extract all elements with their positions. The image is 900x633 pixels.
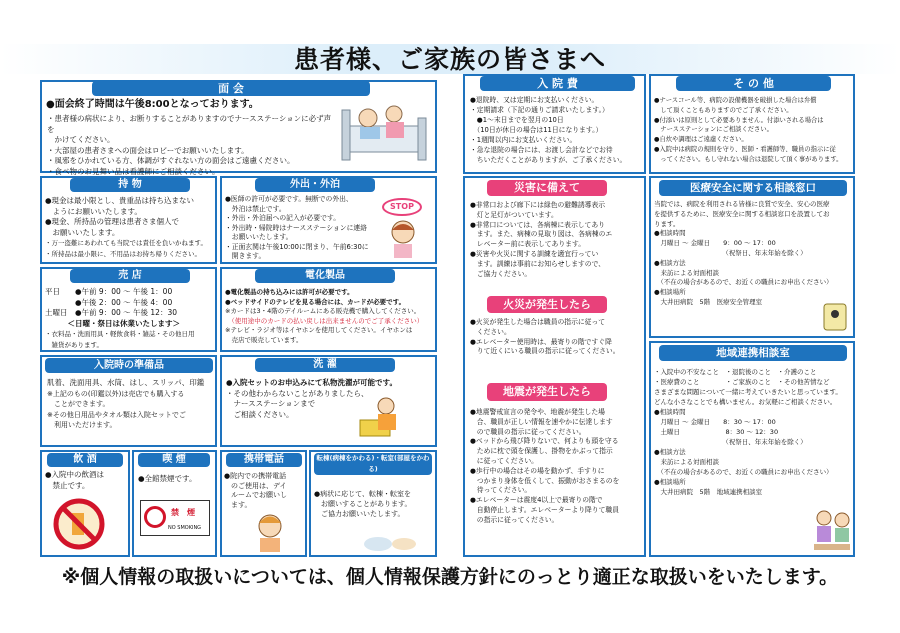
visiting-line: かけてください。 bbox=[47, 135, 115, 144]
safety-illustration bbox=[818, 300, 852, 334]
shop-line: ＜日曜・祭日は休業いたします＞ bbox=[45, 318, 180, 328]
visiting-line: ・患者様の病状により、お断りすることがありますのでナースステーションに必ず声を bbox=[47, 114, 332, 134]
liaison-lines bbox=[654, 367, 854, 497]
stop-sign: STOP bbox=[382, 198, 422, 216]
belongings-line: ようにお願いいたします。 bbox=[45, 206, 142, 216]
safety-line: ●相談場所 bbox=[654, 288, 686, 297]
quake-line: 待ってください。 bbox=[470, 486, 532, 495]
liaison-line: （不在の場合があるので、お近くの職員にお申出ください） bbox=[654, 468, 833, 476]
transfer-lines bbox=[314, 489, 436, 519]
quake-line: の指示に従ってください。 bbox=[470, 515, 559, 524]
transfer-line: ご協力お願いいたします。 bbox=[314, 510, 405, 518]
fees-line: （10日が休日の場合は11日になります。） bbox=[470, 126, 603, 134]
fees-line: ・定期請求（下記の通りご請求いたします。） bbox=[470, 106, 609, 114]
electric-line: ※テレビ・ラジオ等はイヤホンを使用してください。イヤホンは bbox=[225, 326, 413, 334]
disaster-line: ご協力ください。 bbox=[470, 269, 532, 278]
other-line: して頂くこともありますのでご了承ください。 bbox=[654, 106, 793, 114]
belongings-lines bbox=[45, 196, 215, 259]
laundry-heading: 洗 濯 bbox=[255, 358, 395, 372]
outing-line: ・正面玄関は午後10:00に閉まり、午前6:30に bbox=[225, 242, 369, 251]
prep-lines bbox=[47, 378, 215, 431]
other-heading: そ の 他 bbox=[676, 76, 831, 91]
transfer-line: お願いすることがあります。 bbox=[314, 500, 412, 508]
other-line: ●ナースコール等、病院の設備機器を破損した場合は弁償 bbox=[654, 97, 817, 104]
visiting-lines bbox=[47, 114, 337, 177]
page-title: 患者様、ご家族の皆さまへ bbox=[293, 45, 606, 74]
disaster-heading: 災害に備えて bbox=[487, 180, 607, 196]
drinking-lines bbox=[45, 470, 130, 491]
quake-line: ●歩行中の場合はその場を動かず、手すりに bbox=[470, 466, 605, 475]
visiting-illustration bbox=[338, 96, 433, 170]
fire-line: ●火災が発生した場合は職員の指示に従って bbox=[470, 318, 606, 326]
liaison-line: 月曜日 ～ 金曜日 8：30 ～ 17：00 bbox=[654, 418, 776, 426]
drinking-line: ●入院中の飲酒は bbox=[45, 470, 105, 479]
fire-line: りて近くにいる職員の指示に従ってください。 bbox=[470, 347, 620, 356]
fees-line: ●退院時、又は定期にお支払いください。 bbox=[470, 96, 599, 104]
shop-line: 平日 ●午前 9：00 ～ 午後 1：00 bbox=[45, 287, 173, 296]
disaster-line: 灯と足灯がついています。 bbox=[470, 210, 558, 219]
fees-heading: 入 院 費 bbox=[480, 76, 635, 91]
safety-line: 大井田病院 5階 医療安全管理室 bbox=[654, 297, 763, 306]
quake-line: に従ってください。 bbox=[470, 456, 538, 465]
electric-line: ●ベッドサイドのテレビを見る場合には、カードが必要です。 bbox=[225, 297, 406, 306]
belongings-heading: 持 物 bbox=[70, 178, 190, 192]
transfer-illustration bbox=[360, 530, 420, 554]
safety-line: ります。 bbox=[654, 219, 680, 228]
fire-lines bbox=[470, 318, 645, 357]
quake-line: ので職員の指示に従ってください。 bbox=[470, 427, 586, 436]
electric-lines bbox=[225, 288, 435, 345]
phone-lines bbox=[224, 472, 306, 510]
prep-line: ※上記のもの(印鑑以外)は売店でも購入する bbox=[47, 389, 185, 398]
belongings-line: お願いいたします。 bbox=[45, 227, 120, 237]
shop-line: 土曜日 ●午前 9：00 ～ 午後 12：30 bbox=[45, 308, 177, 317]
prep-line: 肌着、洗面用具、水筒、はし、スリッパ、印鑑 bbox=[47, 378, 205, 387]
liaison-heading: 地域連携相談室 bbox=[659, 345, 847, 361]
quake-line: 自動停止します。エレベーターより降りて職員 bbox=[470, 505, 619, 514]
outing-line: 外泊は禁止です。 bbox=[225, 204, 286, 213]
quake-line: つかまり身体を低くして、振動がおさまるのを bbox=[470, 476, 620, 485]
other-lines bbox=[654, 96, 854, 165]
shop-line: ●午後 2：00 ～ 午後 4：00 bbox=[45, 297, 173, 307]
drinking-heading: 飲 酒 bbox=[47, 453, 123, 467]
belongings-line: ・万一盗難にあわれても当院では責任を負いかねます。 bbox=[45, 239, 207, 247]
outing-line: ●医師の許可が必要です。無断での外出、 bbox=[225, 195, 353, 203]
smoking-heading: 喫 煙 bbox=[138, 453, 210, 467]
phone-line: ●院内での携帯電話 bbox=[224, 472, 287, 480]
liaison-line: ・入院中の不安なこと ・退院後のこと ・介護のこと bbox=[654, 368, 817, 376]
outing-line: 開きます。 bbox=[225, 252, 266, 260]
visiting-line: ・風邪をひかれている方、体調がすぐれない方の面会はご遠慮ください。 bbox=[47, 156, 295, 165]
liaison-line: ・医療費のこと ・ご家族のこと ・その他苦情など bbox=[654, 378, 830, 386]
prep-line: 利用いただけます。 bbox=[47, 421, 117, 429]
no-smoking-sign-text: 禁 煙 bbox=[171, 508, 195, 517]
transfer-heading: 転棟(病棟をかわる)・転室(部屋をかわる) bbox=[314, 453, 432, 475]
no-smoking-sign-subtext: NO SMOKING bbox=[168, 525, 202, 531]
electric-heading: 電化製品 bbox=[255, 269, 395, 283]
disaster-line: ●非常口については、各病棟に表示してあり bbox=[470, 220, 605, 229]
laundry-line: ・その他わからないことがありましたら、 bbox=[226, 388, 369, 398]
liaison-line: ●相談場所 bbox=[654, 478, 686, 486]
other-line: ってください。もし守れない場合は退院して頂く事があります。 bbox=[654, 155, 843, 163]
quake-line: ●エレベーターは震度4以上で最寄りの階で bbox=[470, 496, 603, 505]
other-line: ●付添いは原則として必要ありません。付添いされる場合は bbox=[654, 116, 824, 124]
quake-heading: 地震が発生したら bbox=[487, 383, 607, 401]
electric-line: ●電化製品の持ち込みには許可が必要です。 bbox=[225, 288, 354, 296]
prep-line: ※その他日用品やタオル類は入院セットでご bbox=[47, 410, 186, 419]
visiting-lead: ●面会終了時間は午後8:00となっております。 bbox=[46, 99, 259, 110]
disaster-line: レベーター前に表示してあります。 bbox=[470, 240, 586, 249]
quake-line: 合、職員が正しい情報を速やかに伝達します bbox=[470, 417, 613, 426]
disaster-line: ます。また、病棟の見取り図は、各病棟のエ bbox=[470, 230, 613, 239]
fire-heading: 火災が発生したら bbox=[487, 296, 607, 313]
safety-line: ●相談時間 bbox=[654, 229, 686, 238]
laundry-line: ご相談ください。 bbox=[226, 409, 294, 419]
prep-heading: 入院時の準備品 bbox=[45, 358, 213, 373]
liaison-line: ●相談時間 bbox=[654, 408, 686, 416]
safety-line: （不在の場合があるので、お近くの職員にお申出ください） bbox=[654, 278, 833, 287]
smoking-lines bbox=[138, 474, 218, 485]
quake-line: ために枕で頭を保護し、掛物をかぶって指示 bbox=[470, 447, 613, 456]
quake-line: ●地震警戒宣言の発令や、地震が発生した場 bbox=[470, 408, 605, 416]
liaison-line: さまざまな問題について一緒に考えていきたいと思っています。 bbox=[654, 388, 842, 396]
quake-line: ●ベッドから飛び降りないで、何よりも頭を守る bbox=[470, 437, 619, 446]
safety-line: 当院では、病院を利用される皆様に良質で安全、安心の医療 bbox=[654, 200, 830, 208]
fees-lines bbox=[470, 95, 646, 165]
outing-line: ・外出・外泊届への記入が必要です。 bbox=[225, 214, 341, 222]
belongings-line: ・所持品は最小限に、不用品はお持ち帰りください。 bbox=[45, 249, 201, 258]
phone-line: のご使用は、デイ bbox=[224, 481, 287, 490]
shop-line: 雑貨があります。 bbox=[45, 340, 103, 349]
disaster-line: ●災害や火災に関する訓練を適宜行ってい bbox=[470, 249, 599, 258]
safety-heading: 医療安全に関する相談窓口 bbox=[659, 180, 847, 196]
safety-line: ●相談方法 bbox=[654, 258, 686, 267]
smoking-line: ●全館禁煙です。 bbox=[138, 474, 197, 483]
safety-line: を提供するために、医療安全に関する相談窓口を設置してお bbox=[654, 209, 830, 218]
liaison-line: 来訪による対面相談 bbox=[654, 458, 719, 466]
phone-heading: 携帯電話 bbox=[226, 453, 302, 467]
electric-line: （使用途中のカードの払い戻しは出来ませんのでご了承ください） bbox=[225, 316, 424, 325]
safety-line: 月曜日 ～ 金曜日 9：00 ～ 17：00 bbox=[654, 239, 776, 248]
visiting-line: ・大部屋の患者さまへの面会はロビーでお願いいたします。 bbox=[47, 145, 249, 155]
other-line: ●自炊や調理はご遠慮ください。 bbox=[654, 136, 748, 144]
fire-line: ください。 bbox=[470, 327, 511, 336]
liaison-line: （祝祭日、年末年始を除く） bbox=[654, 438, 807, 446]
electric-line: 売店で販売しています。 bbox=[225, 335, 303, 344]
safety-line: 来訪による対面相談 bbox=[654, 268, 719, 277]
fees-line: ●1～末日までを翌月の10日 bbox=[470, 116, 564, 124]
nurse-illustration bbox=[385, 218, 421, 260]
outing-line: ・外出時・帰院時はナースステーションに連絡 bbox=[225, 223, 367, 232]
other-line: ●入院中は病院の規則を守り、医師・看護師等、職員の指示に従 bbox=[654, 145, 836, 153]
shop-lines bbox=[45, 287, 215, 350]
laundry-line: ナースステーションまで bbox=[226, 399, 316, 408]
fees-line: ちいただくことがありますが、ご了承ください。 bbox=[470, 156, 627, 164]
laundry-illustration bbox=[356, 396, 404, 442]
liaison-line: 土曜日 8：30 ～ 12：30 bbox=[654, 428, 779, 436]
disaster-lines bbox=[470, 201, 645, 279]
electric-line: ※カードは3・4階のデイルームにある販売機で購入してください。 bbox=[225, 307, 421, 315]
other-line: ナースステーションにご相談ください。 bbox=[654, 126, 773, 134]
belongings-line: ●現金は最小限とし、貴重品は持ち込まない bbox=[45, 196, 195, 205]
outing-heading: 外出・外泊 bbox=[255, 178, 375, 192]
phone-user-illustration bbox=[250, 510, 290, 554]
shop-heading: 売 店 bbox=[70, 269, 190, 283]
visiting-line: ・食べ物のお見舞い品は看護師にご相談ください。 bbox=[47, 166, 220, 176]
no-drinking-icon bbox=[52, 497, 106, 551]
quake-lines bbox=[470, 408, 645, 526]
belongings-line: ●現金、所持品の管理は患者さま個人で bbox=[45, 217, 180, 226]
laundry-line: ●入院セットのお申込みにて私物洗濯が可能です。 bbox=[226, 378, 397, 387]
prep-line: ことができます。 bbox=[47, 400, 110, 408]
no-smoking-sign bbox=[140, 500, 210, 536]
outing-lines bbox=[225, 195, 375, 262]
drinking-line: 禁止です。 bbox=[45, 480, 90, 490]
safety-lines bbox=[654, 200, 854, 308]
liaison-line: ●相談方法 bbox=[654, 448, 686, 456]
privacy-notice: ※個人情報の取扱いについては、個人情報保護方針にのっとり適正な取扱いをいたします。 bbox=[61, 566, 839, 588]
no-smoking-icon bbox=[144, 506, 166, 528]
liaison-line: 大井田病院 5階 地域連携相談室 bbox=[654, 488, 763, 496]
disaster-line: ●非常口および廊下には緑色の避難誘導表示 bbox=[470, 201, 606, 209]
phone-line: ルームでお願いし bbox=[224, 491, 287, 499]
disaster-line: ます。訓練は事前にお知らせしますので、 bbox=[470, 259, 606, 268]
consultation-illustration bbox=[810, 506, 854, 554]
visiting-heading: 面 会 bbox=[92, 81, 370, 96]
fees-line: ・1週間以内にお支払いください。 bbox=[470, 136, 577, 144]
phone-line: ます。 bbox=[224, 500, 252, 509]
shop-line: ・衣料品・洗面用具・軽飲食料・雑誌・その他日用 bbox=[45, 330, 195, 338]
fees-line: ・急な退院の場合には、お渡し会計などでお待 bbox=[470, 146, 613, 154]
liaison-line: どんな小さなことでも構いません。お気軽にご相談ください。 bbox=[654, 398, 837, 406]
fire-line: ●エレベーター使用時は、最寄りの階ですぐ降 bbox=[470, 337, 612, 346]
safety-line: （祝祭日、年末年始を除く） bbox=[654, 248, 807, 257]
outing-line: お願いいたします。 bbox=[225, 233, 293, 241]
transfer-line: ●病状に応じて、転棟・転室を bbox=[314, 490, 411, 498]
